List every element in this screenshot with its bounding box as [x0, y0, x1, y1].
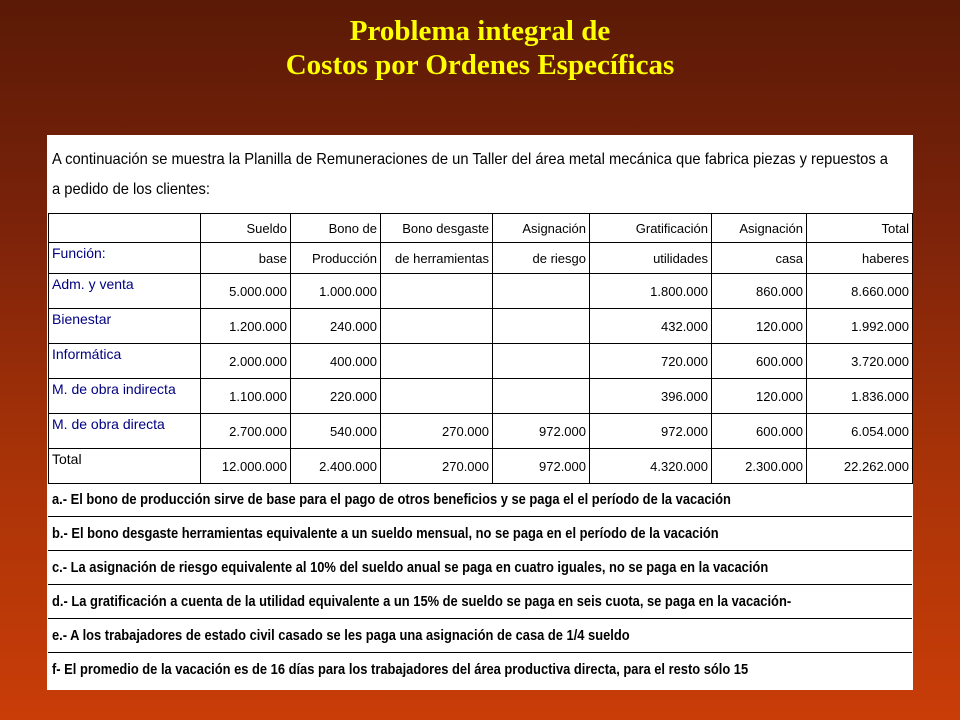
header-row-2 — [49, 243, 913, 274]
note-text: a.- El bono de producción sirve de base para el pago de otros beneficios y se paga el el período de la vacación — [52, 491, 731, 508]
table-row — [49, 344, 913, 379]
header-cell: de herramientas — [381, 243, 493, 274]
header-cell: Asignación — [712, 214, 807, 243]
function-cell: M. de obra indirecta — [49, 379, 201, 414]
header-cell: Producción — [291, 243, 381, 274]
note-f — [48, 653, 912, 686]
header-cell: Bono desgaste — [381, 214, 493, 243]
table-row — [49, 309, 913, 344]
function-cell: Bienestar — [49, 309, 201, 344]
note-text: e.- A los trabajadores de estado civil casado se les paga una asignación de casa de 1/4 sueldo — [52, 627, 630, 644]
table-row — [49, 274, 913, 309]
table-cell: 1.836.000 — [807, 379, 913, 414]
spreadsheet-panel — [47, 135, 913, 690]
note-text: f- El promedio de la vacación es de 16 días para los trabajadores del área productiva directa, para el resto sólo 15 — [52, 661, 749, 678]
table-cell: 270.000 — [381, 414, 493, 449]
table-cell: 240.000 — [291, 309, 381, 344]
table-cell: 1.800.000 — [590, 274, 712, 309]
table-cell: 220.000 — [291, 379, 381, 414]
note-text: b.- El bono desgaste herramientas equivalente a un sueldo mensual, no se paga en el período de la vacación — [52, 525, 719, 542]
function-cell-total: Total — [49, 449, 201, 484]
table-cell: 600.000 — [712, 344, 807, 379]
table-cell: 3.720.000 — [807, 344, 913, 379]
table-row — [49, 379, 913, 414]
function-cell: Adm. y venta — [49, 274, 201, 309]
table-cell: 2.300.000 — [712, 449, 807, 484]
table-cell: 270.000 — [381, 449, 493, 484]
table-cell: 2.400.000 — [291, 449, 381, 484]
title-line-1: Problema integral de — [349, 15, 611, 47]
table-cell: 120.000 — [712, 379, 807, 414]
table-cell — [493, 309, 590, 344]
table-cell: 6.054.000 — [807, 414, 913, 449]
table-cell — [381, 379, 493, 414]
table-cell — [381, 274, 493, 309]
table-cell: 400.000 — [291, 344, 381, 379]
note-a — [48, 483, 912, 517]
header-cell: casa — [712, 243, 807, 274]
table-cell: 972.000 — [493, 449, 590, 484]
header-cell: base — [201, 243, 291, 274]
function-cell: Informática — [49, 344, 201, 379]
header-cell-function: Función: — [49, 243, 201, 274]
table-cell: 12.000.000 — [201, 449, 291, 484]
table-row — [49, 414, 913, 449]
slide-title — [0, 14, 960, 82]
header-cell: Gratificación — [590, 214, 712, 243]
payroll-table — [48, 213, 913, 484]
table-cell: 8.660.000 — [807, 274, 913, 309]
note-text: d.- La gratificación a cuenta de la utilidad equivalente a un 15% de sueldo se paga en seis cuota, se paga en la vacación- — [52, 593, 792, 610]
table-cell — [381, 309, 493, 344]
function-cell: M. de obra directa — [49, 414, 201, 449]
table-cell: 600.000 — [712, 414, 807, 449]
table-cell: 860.000 — [712, 274, 807, 309]
table-cell: 22.262.000 — [807, 449, 913, 484]
table-cell — [493, 379, 590, 414]
intro-line-1: A continuación se muestra la Planilla de Remuneraciones de un Taller del área metal mecánica que fabrica piezas y repuestos a — [52, 151, 888, 168]
table-cell: 720.000 — [590, 344, 712, 379]
header-cell: Total — [807, 214, 913, 243]
table-cell: 1.000.000 — [291, 274, 381, 309]
table-cell: 972.000 — [590, 414, 712, 449]
table-cell: 972.000 — [493, 414, 590, 449]
header-row-1 — [49, 214, 913, 243]
table-cell: 5.000.000 — [201, 274, 291, 309]
header-cell: haberes — [807, 243, 913, 274]
table-cell — [493, 274, 590, 309]
note-b — [48, 517, 912, 551]
table-row-total — [49, 449, 913, 484]
table-cell: 1.992.000 — [807, 309, 913, 344]
note-e — [48, 619, 912, 653]
table-cell: 540.000 — [291, 414, 381, 449]
table-cell: 396.000 — [590, 379, 712, 414]
header-cell: utilidades — [590, 243, 712, 274]
header-cell: Asignación — [493, 214, 590, 243]
table-cell — [493, 344, 590, 379]
table-cell: 120.000 — [712, 309, 807, 344]
table-cell: 1.100.000 — [201, 379, 291, 414]
table-cell: 1.200.000 — [201, 309, 291, 344]
header-cell: Bono de — [291, 214, 381, 243]
header-cell: Sueldo — [201, 214, 291, 243]
header-cell — [49, 214, 201, 243]
table-cell — [381, 344, 493, 379]
intro-line-2: a pedido de los clientes: — [52, 181, 210, 198]
table-cell: 2.700.000 — [201, 414, 291, 449]
title-line-2: Costos por Ordenes Específicas — [285, 49, 675, 81]
table-cell: 432.000 — [590, 309, 712, 344]
note-c — [48, 551, 912, 585]
table-cell: 2.000.000 — [201, 344, 291, 379]
notes-list — [48, 483, 912, 686]
intro-text — [52, 145, 888, 205]
note-d — [48, 585, 912, 619]
note-text: c.- La asignación de riesgo equivalente al 10% del sueldo anual se paga en cuatro iguales, no se paga en la vacación — [52, 559, 769, 576]
table-cell: 4.320.000 — [590, 449, 712, 484]
header-cell: de riesgo — [493, 243, 590, 274]
